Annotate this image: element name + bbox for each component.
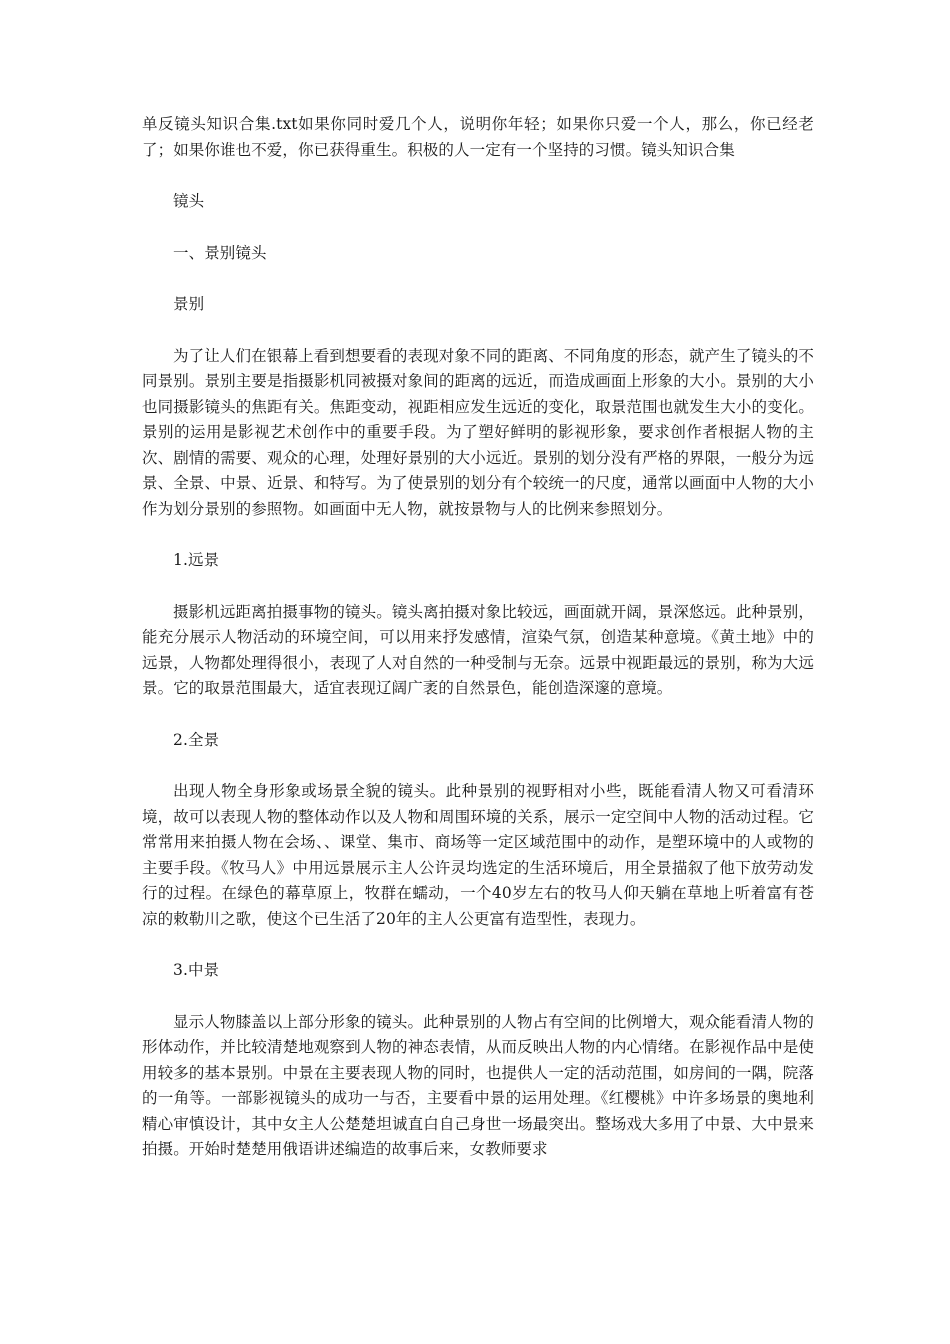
heading-full-shot: 2.全景 [173,730,220,749]
paragraph-full-shot: 出现人物全身形象或场景全貌的镜头。此种景别的视野相对小些，既能看清人物又可看清环境，故可以表现人物的整体动作以及人物和周围环境的关系，展示一定空间中人物的活动过程。它常常用来拍摄人物在会场、、课堂、集市、商场等一定区域范围中的动作，是塑环境中的人或物的主要手段。《牧马人》中用远景展示主人公许灵均选定的生活环境后，用全景描叙了他下放劳动发行的过程。在绿色的幕草原上，牧群在蠕动，一个40岁左右的牧马人仰天躺在草地上听着富有苍凉的敕勒川之歌，使这个已生活了20年的主人公更富有造型性，表现力。 [142,782,814,928]
paragraph-medium-shot: 显示人物膝盖以上部分形象的镜头。此种景别的人物占有空间的比例增大，观众能看清人物的形体动作，并比较清楚地观察到人物的神态表情，从而反映出人物的内心情绪。在影视作品中是使用较多的基本景别。中景在主要表现人物的同时，也提供人一定的活动范围，如房间的一隅，院落的一角等。一部影视镜头的成功一与否，主要看中景的运用处理。《红樱桃》中许多场景的奥地利精心审慎设计，其中女主人公楚楚坦诚直白自己身世一场最突出。整场戏大多用了中景、大中景来拍摄。开始时楚楚用俄语讲述编造的故事后来，女教师要求 [142,1012,814,1158]
document-title: 镜头 [173,192,205,210]
section-title: 一、景别镜头 [173,243,267,262]
paragraph-intro: 为了让人们在银幕上看到想要看的表现对象不同的距离、不同角度的形态，就产生了镜头的不同景别。景别主要是指摄影机同被摄对象间的距离的远近，而造成画面上形象的大小。景别的大小也同摄影镜头的焦距有关。焦距变动，视距相应发生远近的变化，取景范围也就发生大小的变化。景别的运用是影视艺术创作中的重要手段。为了塑好鲜明的影视形象，要求创作者根据人物的主次、剧情的需要、观众的心理，处理好景别的大小远近。景别的划分没有严格的界限，一般分为远景、全景、中景、近景、和特写。为了使景别的划分有个较统一的尺度，通常以画面中人物的大小作为划分景别的参照物。如画面中无人物，就按景物与人的比例来参照划分。 [142,346,814,518]
heading-long-shot: 1.远景 [173,551,220,569]
heading-medium-shot: 3.中景 [173,961,220,979]
document-page [142,112,814,1189]
subsection-title: 景别 [173,295,205,313]
intro-text: 单反镜头知识合集.txt如果你同时爱几个人，说明你年轻；如果你只爱一个人，那么，你已经老了；如果你谁也不爱，你已获得重生。积极的人一定有一个坚持的习惯。镜头知识合集 [142,115,814,159]
paragraph-long-shot: 摄影机远距离拍摄事物的镜头。镜头离拍摄对象比较远，画面就开阔，景深悠远。此种景别，能充分展示人物活动的环境空间，可以用来抒发感情，渲染气氛，创造某种意境。《黄土地》中的远景，人物都处理得很小，表现了人对自然的一种受制与无奈。远景中视距最远的景别，称为大远景。它的取景范围最大，适宜表现辽阔广袤的自然景色，能创造深邃的意境。 [142,602,814,697]
